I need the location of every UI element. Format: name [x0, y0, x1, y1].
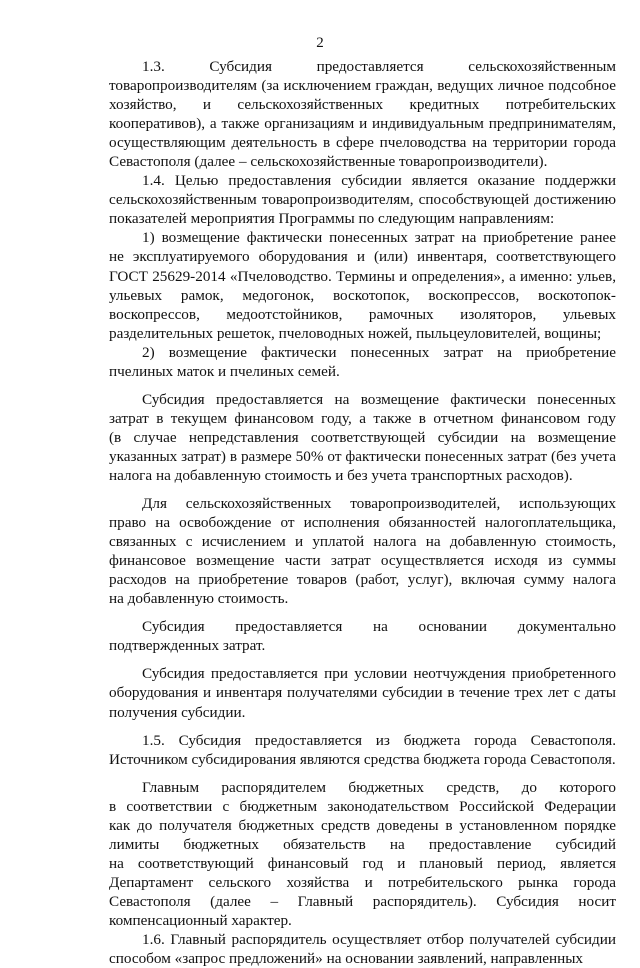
text-line: разделительных решеток, пчеловодных ножей, пыльцеуловителей, вощины; [109, 324, 602, 342]
text-line: лимиты бюджетных обязательств на предоставление субсидий [109, 835, 616, 853]
paragraph [109, 778, 616, 930]
text-line: воскопрессов, медоотстойников, рамочных изоляторов, ульевых [109, 305, 616, 323]
text-line: указанных затрат) в размере 50% от фактически понесенных затрат (без учета [109, 447, 616, 465]
text-line: кооперативов), а также организациям и индивидуальным предпринимателям, [109, 115, 616, 133]
text-line: Департамент сельского хозяйства и потребительского рынка города [109, 873, 616, 891]
document-body [109, 57, 616, 968]
text-line: Севастополя (далее – Главный распорядитель). Субсидия носит [109, 892, 616, 910]
text-line: 1.5. Субсидия предоставляется из бюджета города Севастополя. [142, 731, 616, 749]
text-line: как до получателя бюджетных средств доведены в установленном порядке [109, 816, 616, 834]
text-line: сельскохозяйственным товаропроизводителям, способствующей достижению [109, 191, 616, 209]
text-line: (в случае непредставления соответствующей субсидии на возмещение [109, 428, 616, 446]
paragraph [109, 731, 616, 769]
text-line: Субсидия предоставляется на основании документально [142, 618, 616, 636]
text-line: связанных с исчислением и уплатой налога на добавленную стоимость, [109, 533, 616, 551]
paragraph [109, 930, 616, 968]
text-line: Субсидия предоставляется на возмещение фактически понесенных [142, 390, 616, 408]
text-line: хозяйство, и сельскохозяйственных кредитных потребительских [109, 96, 616, 114]
paragraph [109, 664, 616, 721]
text-line: затрат в текущем финансовом году, а также в отчетном финансовом году [109, 409, 616, 427]
text-line: пчелиных маток и пчелиных семей. [109, 362, 340, 380]
text-line: финансовое возмещение части затрат осуществляется исходя из суммы [109, 552, 616, 570]
text-line: получения субсидии. [109, 703, 246, 721]
text-line: ульевых рамок, медогонок, воскотопок, воскопрессов, воскотопок- [109, 286, 616, 304]
text-line: показателей мероприятия Программы по следующим направлениям: [109, 210, 555, 228]
text-line: Источником субсидирования являются средства бюджета города Севастополя. [109, 750, 616, 768]
text-line: подтвержденных затрат. [109, 637, 266, 655]
text-line: способом «запрос предложений» на основании заявлений, направленных [109, 950, 584, 968]
paragraph [109, 390, 616, 485]
paragraph [109, 57, 616, 171]
paragraph [109, 171, 616, 228]
text-line: расходов на приобретение товаров (работ, услуг), включая сумму налога [109, 571, 616, 589]
text-line: Для сельскохозяйственных товаропроизводителей, использующих [142, 495, 616, 513]
paragraph [109, 228, 616, 342]
text-line: 1.4. Целью предоставления субсидии является оказание поддержки [142, 172, 616, 190]
text-line: оборудования и инвентаря получателями субсидии в течение трех лет с даты [109, 684, 616, 702]
text-line: 1.6. Главный распорядитель осуществляет отбор получателей субсидии [142, 931, 616, 949]
text-line: компенсационный характер. [109, 911, 292, 929]
text-line: 2) возмещение фактически понесенных затрат на приобретение [142, 343, 616, 361]
text-line: Главным распорядителем бюджетных средств, до которого [142, 778, 616, 796]
text-line: на соответствующий финансовый год и плановый период, является [109, 854, 616, 872]
text-line: ГОСТ 25629-2014 «Пчеловодство. Термины и определения», а именно: ульев, [109, 267, 616, 285]
text-line: на добавленную стоимость. [109, 590, 289, 608]
paragraph [109, 343, 616, 381]
paragraph [109, 617, 616, 655]
text-line: товаропроизводителям (за исключением граждан, ведущих личное подсобное [109, 77, 616, 95]
text-line: Севастополя (далее – сельскохозяйственные товаропроизводители). [109, 153, 548, 171]
text-line: Субсидия предоставляется при условии неотчуждения приобретенного [142, 665, 616, 683]
text-line: 1.3. Субсидия предоставляется сельскохозяйственным [142, 58, 616, 75]
page-number: 2 [316, 35, 324, 51]
text-line: налога на добавленную стоимость и без учета транспортных расходов). [109, 466, 573, 484]
paragraph [109, 494, 616, 608]
text-line: 1) возмещение фактически понесенных затрат на приобретение ранее [142, 229, 616, 247]
text-line: осуществляющим деятельность в сфере пчеловодства на территории города [109, 134, 616, 152]
text-line: право на освобождение от исполнения обязанностей налогоплательщика, [109, 514, 616, 532]
text-line: не эксплуатируемого оборудования и (или) инвентаря, соответствующего [109, 248, 616, 266]
text-line: в соответствии с бюджетным законодательством Российской Федерации [109, 797, 616, 815]
